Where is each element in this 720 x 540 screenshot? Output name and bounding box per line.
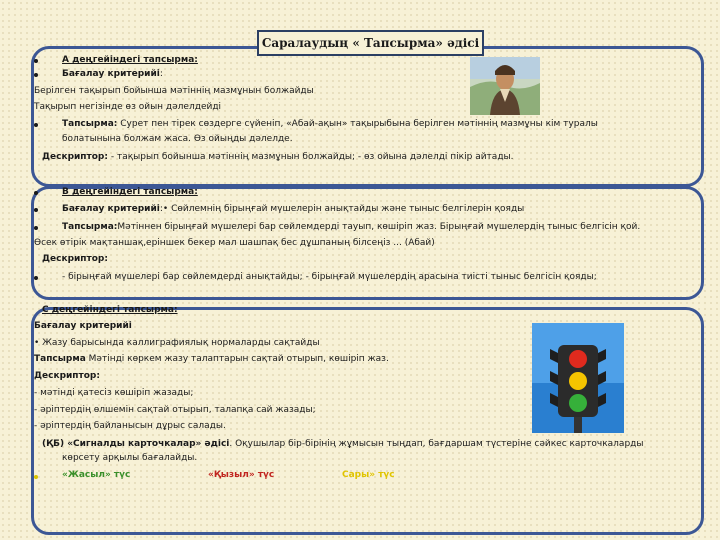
level-b-quote: Өсек өтірік мақтаншақ,еріншек бекер мал шашпақ бес дұшпаның білсеңіз ... (Абай) <box>34 238 435 248</box>
level-a-task: Тапсырма: Сурет пен тірек сөздерге сүйеніп, «Абай-ақын» тақырыбына берілген мәтіннің мазмұны кім туралы <box>62 119 598 129</box>
level-b-descriptor-label: Дескриптор: <box>42 254 108 264</box>
level-b-task: Тапсырма:Мәтіннен бірыңғай мүшелері бар сөйлемдерді тауып, көшіріп жаз. Бірыңғай мүшелердің тыныс белгісін қой. <box>62 222 641 232</box>
bullet-icon <box>34 123 38 127</box>
level-b-heading: В деңгейіндегі тапсырма: <box>62 187 198 197</box>
level-a-criteria-text: Берілген тақырып бойынша мәтіннің мазмұнын болжайды <box>34 86 314 96</box>
bullet-icon <box>34 73 38 77</box>
signal-red: «Қызыл» түс <box>208 470 275 480</box>
level-a-criteria-text-2: Тақырып негізінде өз ойын дәлелдейді <box>34 102 222 112</box>
signal-green: «Жасыл» түс <box>62 470 131 480</box>
level-a-heading: А деңгейіндегі тапсырма: <box>62 55 198 65</box>
level-a-criteria: Бағалау критерийі: <box>62 69 163 79</box>
level-c-descriptor-item: - әріптердің байланысын дұрыс салады. <box>34 421 226 431</box>
bullet-icon <box>34 191 38 195</box>
level-c-criteria-label: Бағалау критерийі <box>34 321 132 331</box>
level-c-descriptor-item: - мәтінді қатесіз көшіріп жазады; <box>34 388 194 398</box>
bullet-icon <box>34 475 38 479</box>
level-a-task-2: болатынына болжам жаса. Өз ойыңды дәлелде. <box>62 134 293 144</box>
level-c-descriptor-label: Дескриптор: <box>34 371 100 381</box>
level-c-heading: С деңгейіндегі тапсырма: <box>42 305 178 315</box>
feedback-method-2: көрсету арқылы бағалайды. <box>62 453 198 463</box>
bullet-icon <box>34 208 38 212</box>
page-title: Саралаудың « Тапсырма» әдісі <box>257 30 484 56</box>
level-a-descriptor: Дескриптор: - тақырып бойынша мәтіннің мазмұнын болжайды; - өз ойына дәлелді пікір айтады. <box>42 152 514 162</box>
level-b-descriptor: - бірыңғай мүшелері бар сөйлемдерді анықтайды; - бірыңғай мүшелердің арасына тиісті тыныс белгісін қояды; <box>62 272 597 282</box>
level-b-criteria: Бағалау критерийі:• Сөйлемнің бірыңғай мүшелерін анықтайды және тыныс белгілерін қояды <box>62 204 525 214</box>
level-c-descriptor-item: - әріптердің өлшемін сақтай отырып, талапқа сай жазады; <box>34 405 316 415</box>
feedback-method: (ҚБ) «Сигналды карточкалар» әдісі. Оқушылар бір-бірінің жұмысын тыңдап, бағдаршам түстеріне сәйкес карточкаларды <box>42 439 644 449</box>
bullet-icon <box>34 276 38 280</box>
level-c-task: Тапсырма Мәтінді көркем жазу талаптарын сақтай отырып, көшіріп жаз. <box>34 354 389 364</box>
bullet-icon <box>34 226 38 230</box>
bullet-icon <box>34 59 38 63</box>
level-c-criteria-text: • Жазу барысында каллиграфиялық нормаларды сақтайды <box>34 338 320 348</box>
signal-yellow: Сары» түс <box>342 470 395 480</box>
